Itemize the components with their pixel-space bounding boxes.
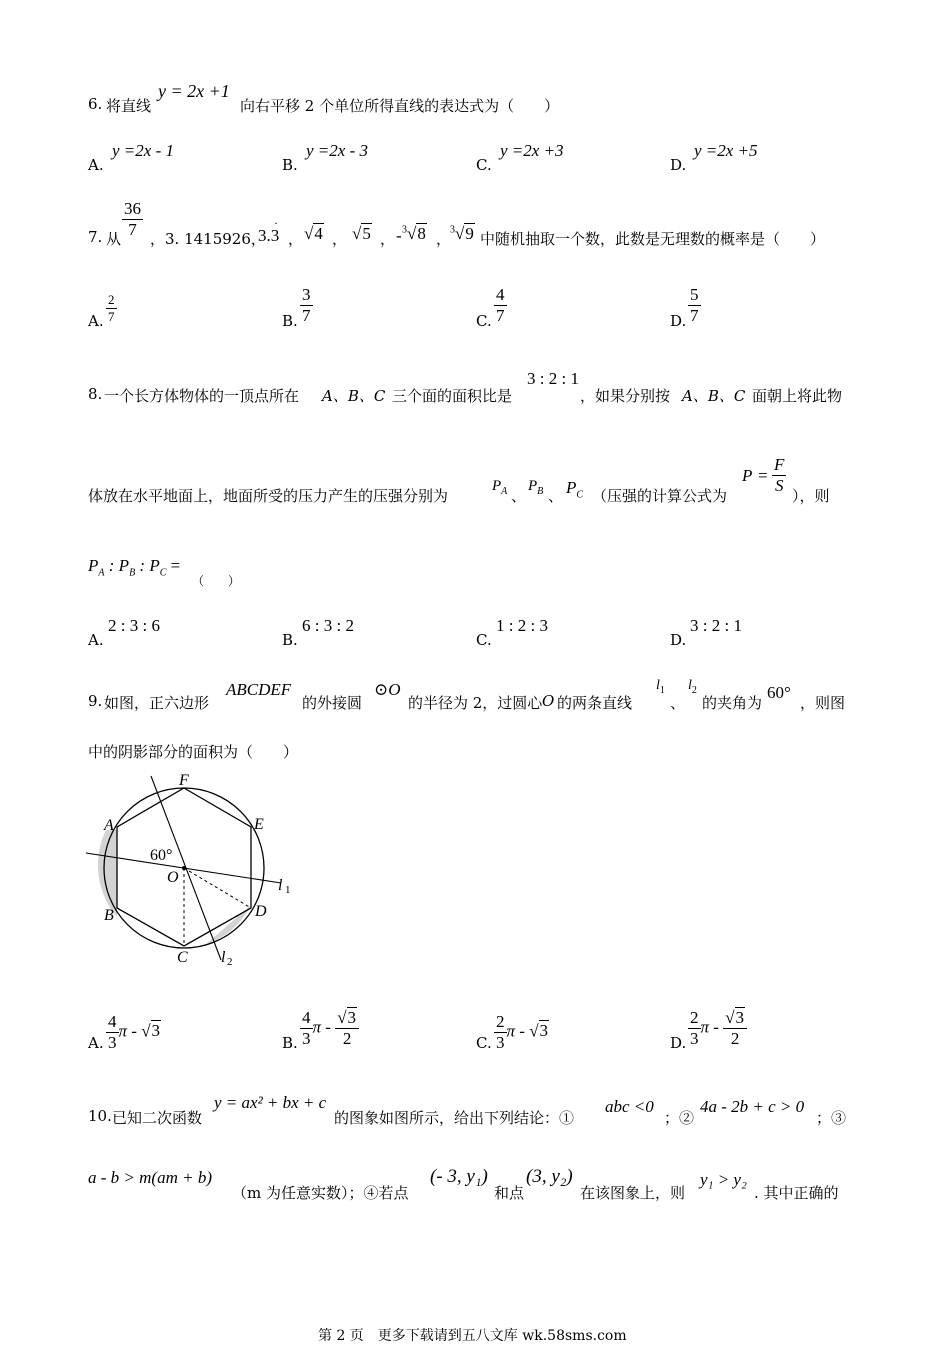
q8-pa: $P_A$ — [492, 478, 508, 497]
q9-option-b-label: B. — [282, 1034, 298, 1052]
q8-line1-suffix: ，如果分别按 — [580, 387, 671, 405]
q6-option-c-label: C. — [476, 156, 492, 174]
q9-circle-sym: ⊙O — [374, 680, 401, 699]
q9-l1: $l_1$ — [656, 678, 665, 696]
q8-paren: （ ） — [192, 574, 241, 588]
q8-option-c: 1 : 2 : 3 — [496, 616, 548, 635]
q7-sqrt5: √5 — [352, 224, 371, 243]
q9-l2: $l_2$ — [688, 678, 697, 696]
q9-option-c-label: C. — [476, 1034, 492, 1052]
q8-line1-end: 面朝上将此物 — [752, 387, 843, 405]
q7-option-b-label: B. — [282, 312, 298, 330]
q10-number: 10. — [88, 1107, 112, 1125]
q7-neg: - — [396, 226, 402, 245]
q8-formula-prefix: （压强的计算公式为 — [592, 487, 728, 505]
q10-func: y = ax² + bx + c — [214, 1093, 327, 1112]
q10-point-1: (- 3, y₁) — [430, 1166, 488, 1187]
q6-stem-prefix: 将直线 — [106, 97, 152, 115]
q7-option-a-label: A. — [88, 312, 104, 330]
q9-label-l1-sub: 1 — [285, 884, 291, 896]
q7-option-d: $\frac{5}{7}$ — [690, 285, 699, 325]
q8-pb: $P_B$ — [528, 478, 544, 497]
q8-line2-prefix: 体放在水平地面上，地面所受的压力产生的压强分别为 — [88, 487, 449, 505]
q9-label-d: D — [255, 903, 267, 920]
q9-label-l2-sub: 2 — [227, 956, 233, 968]
q8-option-d: 3 : 2 : 1 — [690, 616, 742, 635]
q8-faces-2: A、B、C — [682, 387, 746, 405]
q9-center: O — [542, 692, 555, 710]
q8-option-d-label: D. — [670, 631, 687, 649]
q10-line2-m: （m 为任意实数）；④若点 — [232, 1184, 409, 1202]
q9-shaded-region-right — [205, 905, 251, 945]
q7-comma-2: ， — [332, 230, 348, 248]
q9-option-a: $\frac{4}{3}$ π - √3 — [108, 1012, 161, 1052]
q10-semi: ；② — [664, 1109, 695, 1127]
q9-hexagon-name: ABCDEF — [226, 680, 292, 699]
q9-line2: 中的阴影部分的面积为（ ） — [88, 743, 299, 761]
q7-stem-from: 从 — [106, 230, 122, 248]
q8-formula-p: P — [742, 466, 753, 485]
q7-comma-3: ， — [380, 230, 396, 248]
q7-repeat-dot: · — [274, 216, 278, 230]
q10-inequality: y₁ > y₂ — [700, 1170, 747, 1189]
q7-value-repeat: 3.3 — [258, 226, 280, 245]
q8-line1-mid: 三个面的面积比是 — [392, 387, 513, 405]
q9-label-l2: l — [221, 949, 226, 966]
q10-line1-mid: 的图象如图所示，给出下列结论：① — [334, 1109, 575, 1127]
q8-option-b-label: B. — [282, 631, 298, 649]
q10-line1-prefix: 已知二次函数 — [112, 1109, 203, 1127]
q9-line1-end: ，则图 — [800, 694, 846, 712]
q9-label-l1: l — [278, 877, 283, 894]
q9-hexagon-figure — [80, 768, 300, 973]
q9-angle: 60° — [767, 683, 791, 702]
q7-option-d-label: D. — [670, 312, 687, 330]
q8-option-c-label: C. — [476, 631, 492, 649]
q8-option-b: 6 : 3 : 2 — [302, 616, 354, 635]
q8-option-a: 2 : 3 : 6 — [108, 616, 160, 635]
q8-formula-frac: $\frac{F}{S}$ — [774, 455, 785, 495]
q7-stem-suffix: 中随机抽取一个数，此数是无理数的概率是（ ） — [480, 230, 826, 248]
q9-line1-mid2: 的半径为 2，过圆心 — [408, 694, 543, 712]
q9-label-angle: 60° — [150, 847, 173, 864]
page-footer: 第 2 页 更多下载请到五八文库 wk.58sms.com — [318, 1328, 627, 1344]
q9-label-o: O — [167, 869, 179, 886]
q9-label-b: B — [104, 907, 114, 924]
q7-comma-4: ， — [436, 230, 452, 248]
q9-line1-mid4: 的夹角为 — [702, 694, 763, 712]
q6-option-d: y =2x +5 — [694, 141, 758, 160]
q7-option-c-label: C. — [476, 312, 492, 330]
q8-faces-1: A、B、C — [322, 387, 386, 405]
q10-line2-mid: 在该图象上，则 — [580, 1184, 686, 1202]
q7-number: 7. — [88, 228, 103, 246]
q8-sep-1: 、 — [511, 487, 527, 505]
q6-option-b: y =2x - 3 — [306, 141, 368, 160]
q8-number: 8. — [88, 385, 103, 403]
q7-comma-1: ， — [288, 230, 304, 248]
q10-conclusion-3: a - b > m(am + b) — [88, 1168, 212, 1187]
q8-sep-2: 、 — [548, 487, 564, 505]
q8-line2-end: ），则 — [792, 487, 830, 505]
q10-conclusion-1: abc <0 — [605, 1097, 654, 1116]
q9-center-point — [182, 866, 186, 870]
q7-cbrt8: $^3$√8 — [402, 224, 426, 243]
q9-option-c: $\frac{2}{3}$ π - √3 — [496, 1012, 549, 1052]
q8-ratio: 3 : 2 : 1 — [527, 369, 579, 388]
q8-ratio-expr: $P_A$ : $P_B$ : $P_C$ = — [88, 556, 181, 579]
q10-conclusion-2: 4a - 2b + c > 0 — [700, 1097, 805, 1116]
q10-line1-end: ；③ — [816, 1109, 847, 1127]
q9-line1-prefix: 如图，正六边形 — [104, 694, 210, 712]
q9-label-e: E — [254, 816, 264, 833]
q9-option-b: $\frac{4}{3}$ π - $\frac{√3}{2}$ — [300, 1008, 359, 1049]
q9-line1-mid3: 的两条直线 — [557, 694, 633, 712]
q10-line2-end: . 其中正确的 — [754, 1184, 839, 1202]
q8-option-a-label: A. — [88, 631, 104, 649]
q9-label-f: F — [179, 772, 189, 789]
q10-and: 和点 — [494, 1184, 525, 1202]
q7-option-b: $\frac{3}{7}$ — [302, 285, 311, 325]
q9-label-c: C — [177, 949, 188, 966]
q9-label-a: A — [104, 817, 114, 834]
q9-sep: 、 — [670, 694, 686, 712]
q9-number: 9. — [88, 692, 103, 710]
q9-option-d: $\frac{2}{3}$ π - $\frac{√3}{2}$ — [688, 1008, 747, 1049]
q8-pc: $P_C$ — [566, 478, 584, 501]
q6-line-expr: y = 2x +1 — [158, 81, 230, 101]
q6-option-a-label: A. — [88, 156, 104, 174]
q8-formula-eq: = — [758, 466, 768, 485]
q10-point-2: (3, y₂) — [526, 1166, 573, 1187]
q7-value-pi: ，3. 1415926， — [150, 230, 266, 248]
q7-option-a: $\frac{2}{7}$ — [108, 292, 115, 324]
q6-option-a: y =2x - 1 — [112, 141, 174, 160]
q6-stem-suffix: 向右平移 2 个单位所得直线的表达式为（ ） — [240, 97, 560, 115]
q6-option-c: y =2x +3 — [500, 141, 564, 160]
q7-option-c: $\frac{4}{7}$ — [496, 285, 505, 325]
q6-number: 6. — [88, 95, 103, 113]
q7-fraction-36-7: $\frac{36}{7}$ — [124, 199, 141, 239]
q9-option-a-label: A. — [88, 1034, 104, 1052]
q6-option-b-label: B. — [282, 156, 298, 174]
q9-option-d-label: D. — [670, 1034, 687, 1052]
q7-sqrt4: √4 — [304, 224, 323, 243]
q9-line1-mid: 的外接圆 — [302, 694, 363, 712]
q7-cbrt9: $^3$√9 — [450, 224, 474, 243]
q8-line1-prefix: 一个长方体物体的一顶点所在 — [104, 387, 300, 405]
q6-option-d-label: D. — [670, 156, 687, 174]
